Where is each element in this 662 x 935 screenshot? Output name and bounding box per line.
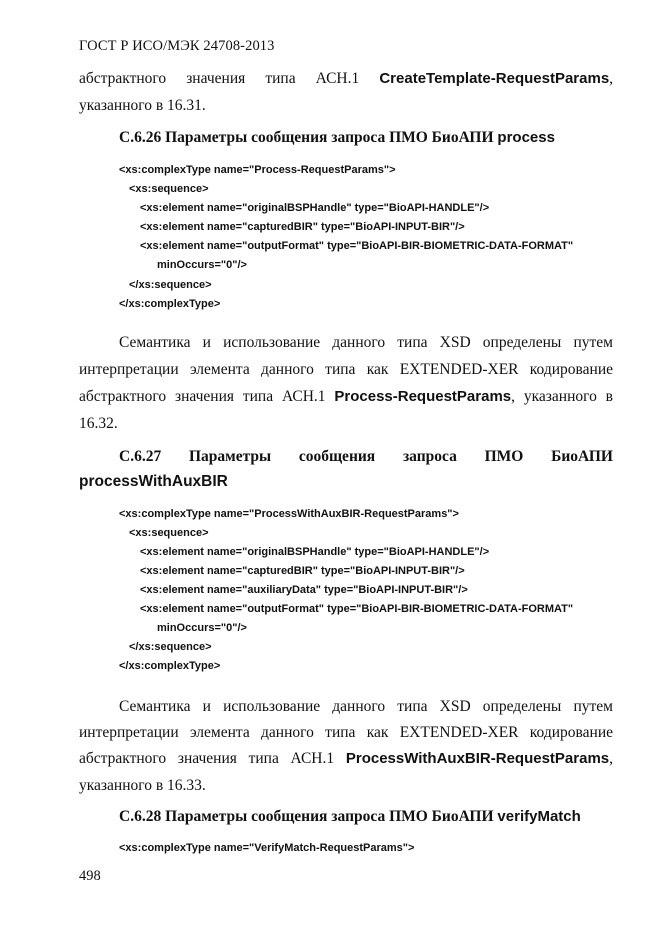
paragraph-line: указанного в 16.33. (79, 777, 206, 794)
code-line: minOccurs="0"/> (157, 259, 247, 271)
heading-text: С.6.26 Параметры сообщения запроса ПМО БиоАПИ (119, 129, 494, 146)
section-heading-c627 (119, 448, 613, 466)
asn1-type-name: ProcessWithAuxBIR-RequestParams (345, 750, 610, 767)
code-line: <xs:element name="originalBSPHandle" type="BioAPI-HANDLE"/> (140, 546, 490, 558)
paragraph-line: Семантика и использование данного типа XSD определены путем (119, 698, 613, 715)
paragraph-line: 16.32. (79, 415, 118, 432)
code-line: <xs:complexType name="ProcessWithAuxBIR-RequestParams"> (119, 508, 459, 520)
code-line: <xs:element name="capturedBIR" type="BioAPI-INPUT-BIR"/> (140, 565, 465, 577)
text-run: , (609, 750, 614, 767)
heading-word: Параметры (188, 448, 272, 465)
heading-text: С.6.28 Параметры сообщения запроса ПМО БиоАПИ (119, 808, 494, 825)
code-line: minOccurs="0"/> (157, 622, 247, 634)
text-run: , указанного в (511, 388, 614, 405)
heading-keyword: processWithAuxBIR (79, 473, 228, 490)
section-heading-c626 (119, 129, 555, 147)
paragraph-line: интерпретации элемента данного типа как EXTENDED-XER кодирование (79, 361, 613, 378)
paragraph-line: Семантика и использование данного типа XSD определены путем (119, 334, 613, 351)
asn1-type-name: Process-RequestParams (334, 388, 512, 405)
word: значения (186, 70, 246, 87)
heading-keyword: verifyMatch (497, 808, 581, 825)
paragraph-continued-line2: указанного в 16.31. (79, 97, 206, 114)
text-run: абстрактного значения типа АСН.1 (79, 750, 335, 767)
asn1-type-name: CreateTemplate-RequestParams (379, 70, 610, 87)
code-line: </xs:sequence> (129, 641, 212, 653)
code-line: </xs:complexType> (119, 660, 221, 672)
code-line: <xs:sequence> (129, 183, 209, 195)
paragraph-continued-line1 (79, 66, 613, 91)
code-line: <xs:element name="auxiliaryData" type="BioAPI-INPUT-BIR"/> (140, 584, 468, 596)
code-line: <xs:element name="capturedBIR" type="BioAPI-INPUT-BIR"/> (140, 221, 465, 233)
heading-word: запроса (402, 448, 457, 465)
page-header: ГОСТ Р ИСО/МЭК 24708-2013 (79, 38, 275, 54)
code-line: </xs:complexType> (119, 298, 221, 310)
code-line: </xs:sequence> (129, 279, 212, 291)
paragraph-line (79, 746, 613, 771)
code-line: <xs:complexType name="Process-RequestParams"> (119, 164, 396, 176)
code-line: <xs:element name="outputFormat" type="BioAPI-BIR-BIOMETRIC-DATA-FORMAT" (140, 240, 574, 252)
paragraph-line: интерпретации элемента данного типа как EXTENDED-XER кодирование (79, 724, 613, 741)
paragraph-line (79, 384, 613, 409)
punctuation: , (609, 70, 614, 87)
heading-word: ПМО (484, 448, 524, 465)
word: типа (265, 70, 296, 87)
word: абстрактного (79, 70, 167, 87)
page-number: 498 (79, 868, 101, 884)
heading-keyword: process (497, 129, 555, 146)
code-line: <xs:complexType name="VerifyMatch-RequestParams"> (119, 842, 415, 854)
heading-word: БиоАПИ (551, 448, 613, 465)
code-line: <xs:element name="originalBSPHandle" type="BioAPI-HANDLE"/> (140, 202, 490, 214)
code-line: <xs:element name="outputFormat" type="BioAPI-BIR-BIOMETRIC-DATA-FORMAT" (140, 603, 574, 615)
text-run: абстрактного значения типа АСН.1 (79, 388, 326, 405)
heading-word: сообщения (298, 448, 376, 465)
heading-word: С.6.27 (119, 448, 162, 465)
code-line: <xs:sequence> (129, 527, 209, 539)
word: АСН.1 (315, 70, 360, 87)
section-heading-c628 (119, 808, 581, 826)
